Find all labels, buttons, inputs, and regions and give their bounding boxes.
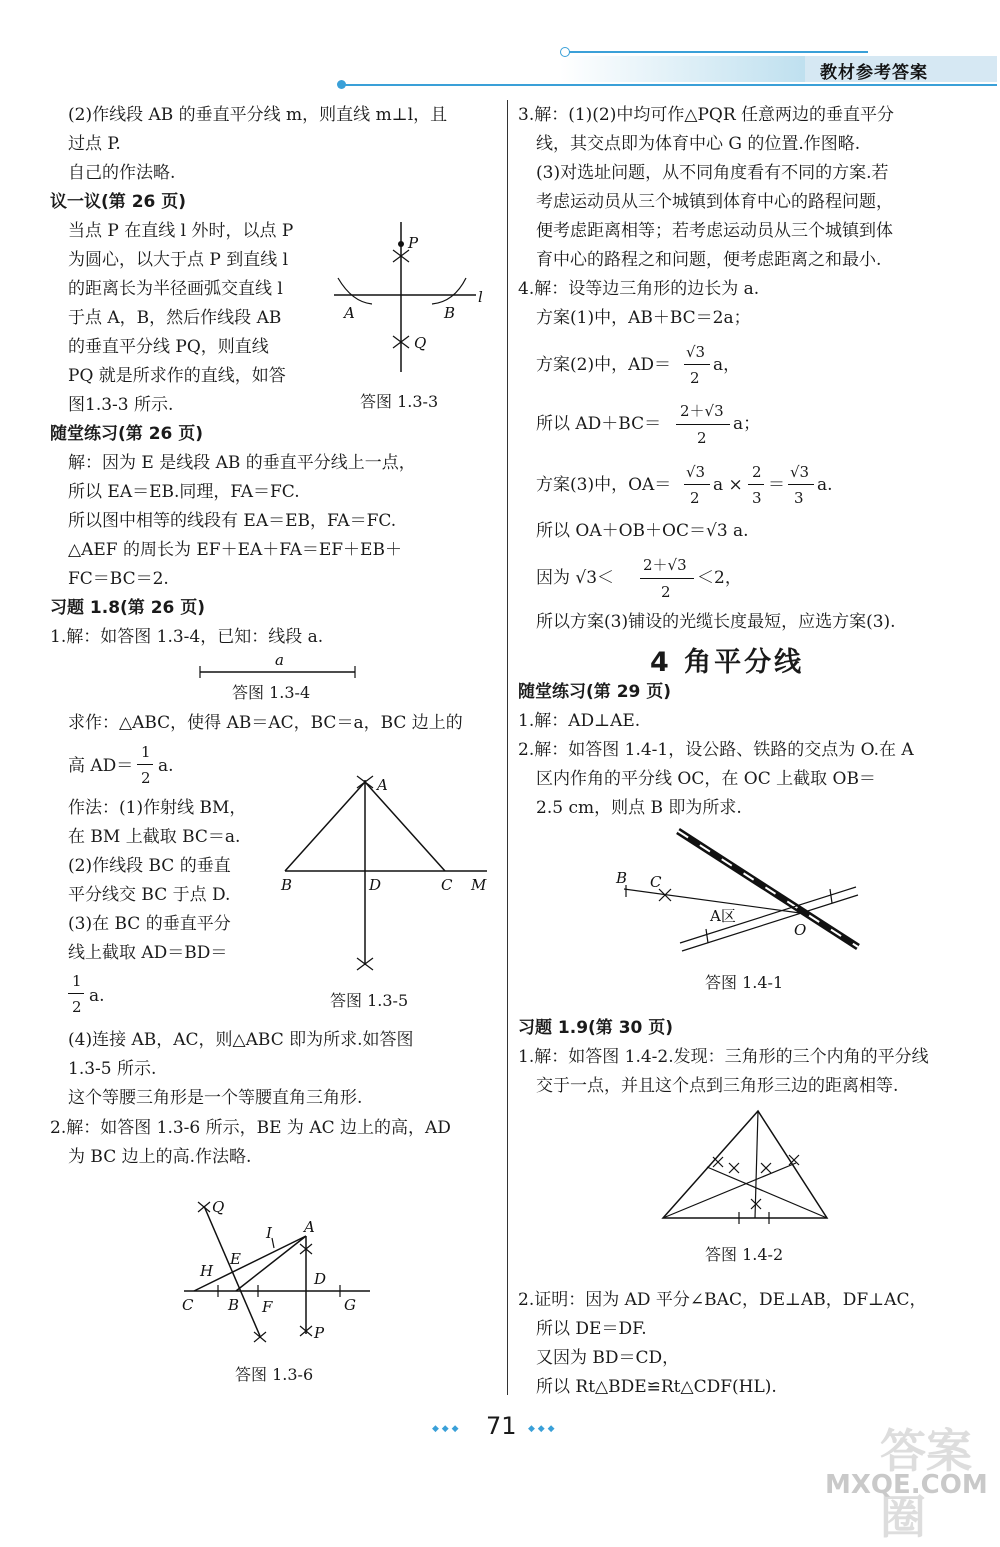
gao-frac-bar [137,764,153,765]
because-line-start: 因为 √3＜ [536,568,615,588]
xiti19-q1: 1.解：如答图 1.4-2.发现：三角形的三个内角的平分线 [518,1047,929,1067]
plan2-frac-den: 2 [690,369,700,387]
fig133-label-Q: Q [414,334,427,352]
fig141-label-B: B [616,869,628,887]
zf-frac-bar [68,993,84,994]
plan2-frac-num: √3 [686,343,706,361]
yiyiyi-line: 当点 P 在直线 l 外时，以点 P [68,221,294,241]
fig133-label-P: P [408,234,419,252]
header-rule-top [568,51,868,53]
fig136-label-H: H [200,1262,214,1280]
fig141-label-O: O [794,921,807,939]
page-deco-left: ◆ ◆ ◆ [432,1424,459,1434]
r4-line: 4.解：设等边三角形的边长为 a. [518,279,760,299]
fig141-label-C: C [650,873,662,891]
sum2-line: 所以 OA＋OB＋OC＝√3 a. [536,521,749,541]
yiyiyi-line: 图1.3-3 所示. [68,395,174,415]
conclusion-line: 这个等腰三角形是一个等腰直角三角形. [68,1088,363,1108]
zuofa-line: (2)作线段 BC 的垂直 [68,856,231,876]
figure-1-4-1 [610,825,880,965]
sum-frac-bar [676,424,730,425]
fig133-label-l: l [478,288,483,306]
fig133-label-A: A [344,304,355,322]
chapter-title: 4 角平分线 [650,647,805,678]
suitang-line: 所以图中相等的线段有 EA＝EB，FA＝FC. [68,511,397,531]
gao-line-start: 高 AD＝ [68,756,134,776]
fig135-label-A: A [377,776,388,794]
zuofa-line: 线上截取 AD＝BD＝ [68,943,228,963]
plan3-tail: a. [817,475,833,495]
fig136-label-I: I [266,1224,272,1242]
sum-tail: a； [733,414,761,434]
plan2-line-start: 方案(2)中，AD＝ [536,355,671,375]
fig134-caption: 答图 1.3-4 [232,683,311,702]
gao-frac-num: 1 [141,743,151,761]
section-heading-yiyiyi: 议一议(第 26 页) [50,192,187,212]
fig142-caption: 答图 1.4-2 [705,1245,784,1264]
plan3-frac2-bar [748,484,764,485]
xiti19-q1: 交于一点，并且这个点到三角形三边的距离相等. [536,1076,899,1096]
header-dot-icon [560,47,570,57]
r3-line: 3.解：(1)(2)中均可作△PQR 任意两边的垂直平分 [518,105,895,125]
st29-q1: 1.解：AD⊥AE. [518,711,641,731]
proof-line: 2.证明：因为 AD 平分∠BAC，DE⊥AB，DF⊥AC， [518,1290,927,1310]
plan3-frac3-num: √3 [790,463,810,481]
header-rule-bottom [344,84,997,86]
fig136-label-C: C [182,1296,194,1314]
because-frac-num: 2＋√3 [643,556,687,574]
plan3-frac1-num: √3 [686,463,706,481]
left-line-1: (2)作线段 AB 的垂直平分线 m，则直线 m⊥l，且 [68,105,448,125]
figure-1-3-6 [180,1198,380,1353]
header-band [560,56,805,82]
fig136-label-P: P [314,1324,325,1342]
section-heading-xiti-1-8: 习题 1.8(第 26 页) [50,598,206,618]
figure-1-4-2 [655,1105,835,1230]
plan3-times: a × [713,475,743,495]
sum-line-start: 所以 AD＋BC＝ [536,414,662,434]
plan2-tail: a， [713,355,741,375]
plan3-frac2-den: 3 [752,489,762,507]
st29-q2: 2.解：如答图 1.4-1，设公路、铁路的交点为 O.在 A [518,740,914,760]
proof-line: 所以 DE＝DF. [536,1319,647,1339]
fig141-label-zone: A区 [710,907,736,925]
plan3-frac2-num: 2 [752,463,762,481]
xiti18-q2: 为 BC 边上的高.作法略. [68,1147,252,1167]
proof-line: 所以 Rt△BDE≌Rt△CDF(HL). [536,1377,777,1397]
fig135-label-D: D [369,876,382,894]
r3-line: (3)对选址问题，从不同角度看有不同的方案.若 [536,163,889,183]
plan3-frac3-den: 3 [794,489,804,507]
fig136-label-G: G [344,1296,356,1314]
yiyiyi-line: 为圆心，以大于点 P 到直线 l [68,250,289,270]
r3-line: 考虑运动员从三个城镇到体育中心的路程问题， [536,192,893,212]
watermark-text: MXQE.COM [825,1470,988,1500]
because-frac-den: 2 [661,583,671,601]
figure-1-3-4-segment [195,650,365,680]
plan3-frac1-bar [684,484,710,485]
fig136-caption: 答图 1.3-6 [235,1365,314,1384]
section-heading-suitang-29: 随堂练习(第 29 页) [518,682,672,702]
because-tail: ＜2， [697,568,742,588]
r3-line: 线，其交点即为体育中心 G 的位置.作图略. [536,134,861,154]
fig133-caption: 答图 1.3-3 [360,392,439,411]
st29-q2: 2.5 cm，则点 B 即为所求. [536,798,742,818]
fig136-label-F: F [262,1298,273,1316]
watermark-logo: 答案圈 [880,1424,972,1544]
fig135-label-C: C [441,876,453,894]
plan3-line-start: 方案(3)中，OA＝ [536,475,672,495]
st29-q2: 区内作角的平分线 OC，在 OC 上截取 OB＝ [536,769,876,789]
column-divider [507,100,508,1395]
xiti18-q1: 1.解：如答图 1.3-4，已知：线段 a. [50,627,324,647]
left-line-2: 过点 P. [68,134,121,154]
header-bullet-icon [337,80,346,89]
left-line-3: 自己的作法略. [68,163,176,183]
plan2-frac-bar [684,364,710,365]
yiyiyi-line: 的距离长为半径画弧交直线 l [68,279,283,299]
fig135-label-B: B [281,876,293,894]
page-deco-right: ◆ ◆ ◆ [528,1424,555,1434]
zf-frac-num: 1 [72,972,82,990]
plan3-frac1-den: 2 [690,489,700,507]
zuofa-line: 平分线交 BC 于点 D. [68,885,231,905]
figure-1-3-5 [275,770,495,980]
fig141-caption: 答图 1.4-1 [705,973,784,992]
suitang-line: 解：因为 E 是线段 AB 的垂直平分线上一点， [68,453,416,473]
sum-frac-den: 2 [697,429,707,447]
section-heading-suitang-26: 随堂练习(第 26 页) [50,424,204,444]
plan3-equals: ＝ [768,475,785,495]
zuofa-line: 在 BM 上截取 BC＝a. [68,827,241,847]
conclusion-plan3: 所以方案(3)铺设的光缆长度最短，应选方案(3). [536,612,896,632]
figure-1-3-3 [330,222,500,382]
fig136-label-A: A [304,1218,315,1236]
because-frac-bar [640,578,694,579]
sum-frac-num: 2＋√3 [680,402,724,420]
plan1-line: 方案(1)中，AB＋BC＝2a； [536,308,751,328]
fig136-label-D: D [314,1270,327,1288]
suitang-line: △AEF 的周长为 EF＋EA＋FA＝EF＋EB＋ [68,540,402,560]
fig136-label-Q: Q [212,1198,225,1216]
step4-line: (4)连接 AB，AC，则△ABC 即为所求.如答图 [68,1030,414,1050]
qiuzuo-line: 求作：△ABC，使得 AB＝AC，BC＝a，BC 边上的 [68,713,463,733]
header-title: 教材参考答案 [820,63,928,83]
fig135-label-M: M [471,876,487,894]
suitang-line: 所以 EA＝EB.同理，FA＝FC. [68,482,300,502]
yiyiyi-line: 于点 A，B，然后作线段 AB [68,308,282,328]
step4-line: 1.3-5 所示. [68,1059,157,1079]
page-number: 71 [486,1412,517,1440]
gao-frac-den: 2 [141,769,151,787]
zf-frac-den: 2 [72,998,82,1016]
section-heading-xiti-1-9: 习题 1.9(第 30 页) [518,1018,674,1038]
zf-tail: a. [89,986,105,1006]
gao-line-tail: a. [158,756,174,776]
fig136-label-B: B [228,1296,240,1314]
yiyiyi-line: 的垂直平分线 PQ，则直线 [68,337,269,357]
zuofa-line: 作法：(1)作射线 BM， [68,798,247,818]
r3-line: 育中心的路程之和问题，便考虑距离之和最小. [536,250,882,270]
zuofa-line: (3)在 BC 的垂直平分 [68,914,231,934]
xiti18-q2: 2.解：如答图 1.3-6 所示，BE 为 AC 边上的高，AD [50,1118,451,1138]
fig133-label-B: B [444,304,456,322]
r3-line: 便考虑距离相等；若考虑运动员从三个城镇到体 [536,221,893,241]
fig135-caption: 答图 1.3-5 [330,991,409,1010]
yiyiyi-line: PQ 就是所求作的直线，如答 [68,366,286,386]
segment-label-a: a [275,651,284,669]
suitang-line: FC＝BC＝2. [68,569,169,589]
proof-line: 又因为 BD＝CD， [536,1348,680,1368]
plan3-frac3-bar [788,484,814,485]
fig136-label-E: E [230,1250,241,1268]
